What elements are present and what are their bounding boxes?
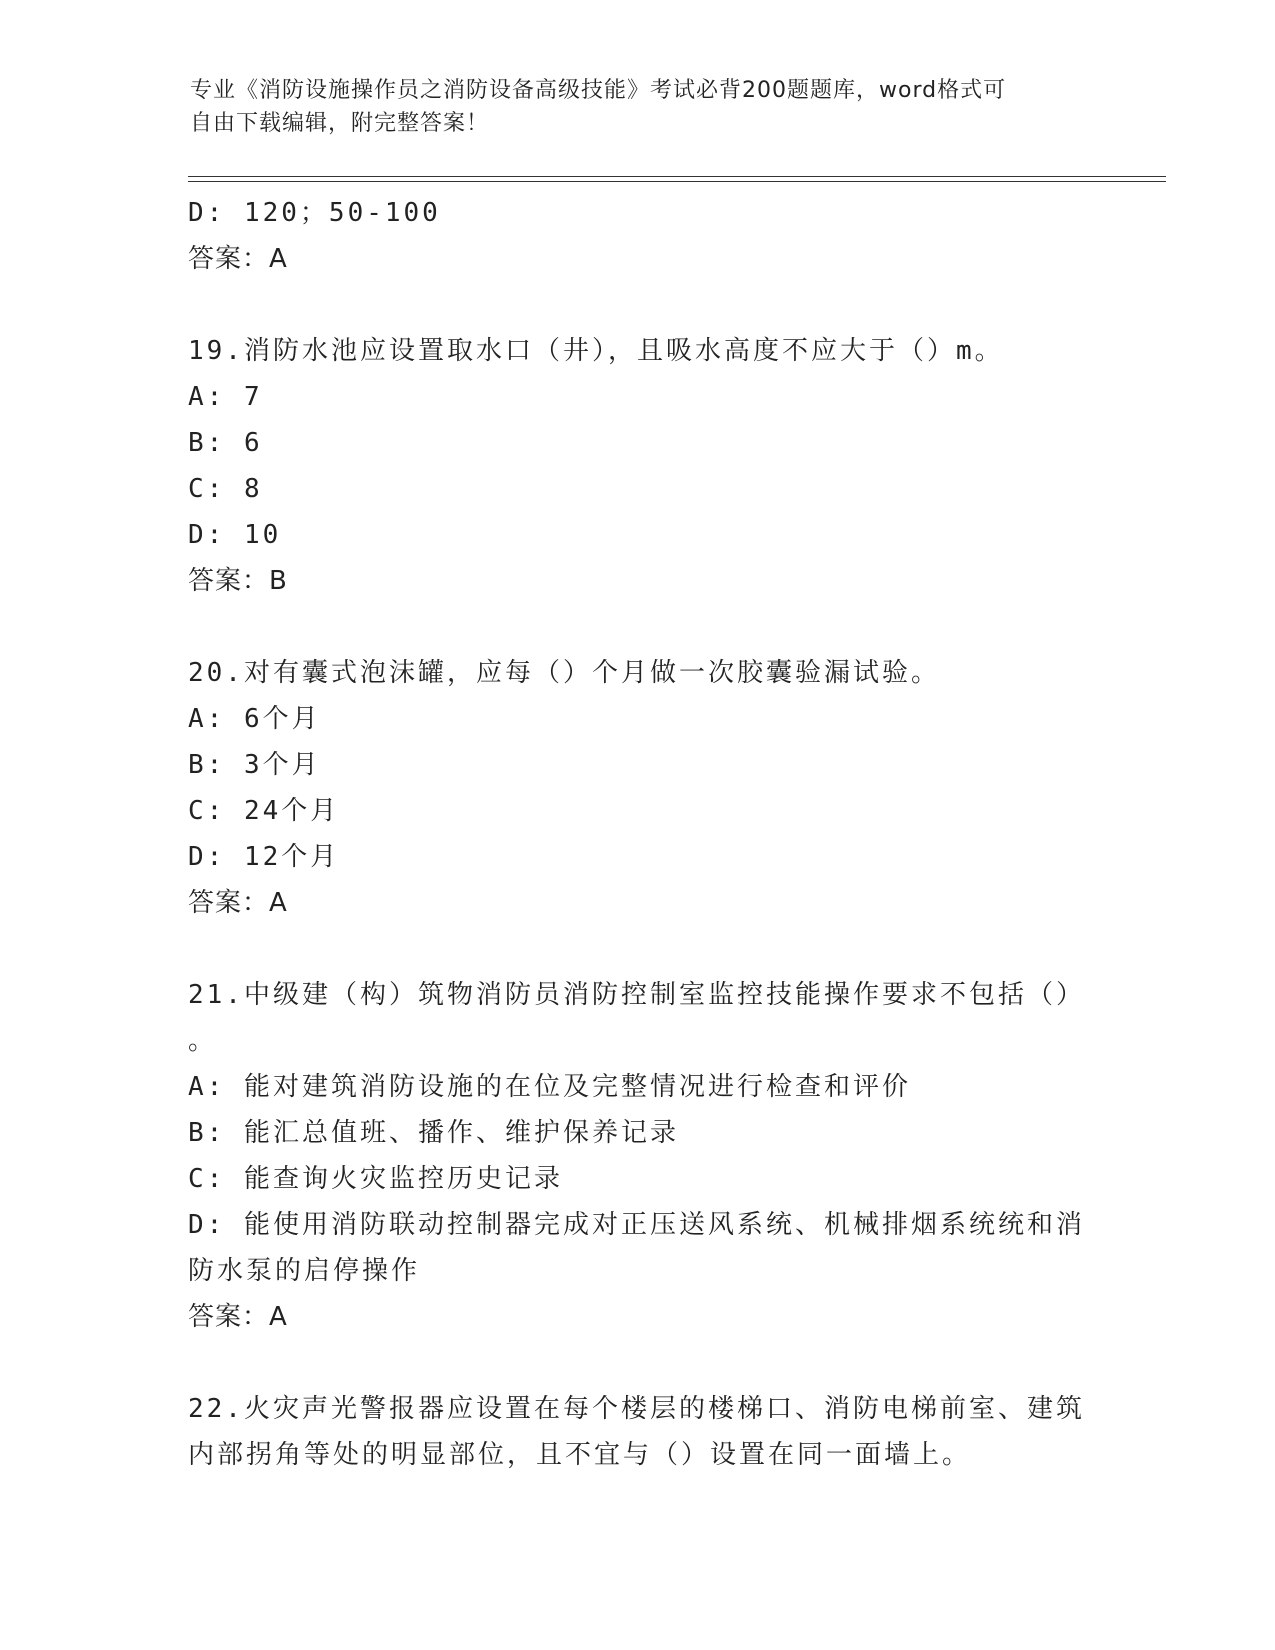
question-stem: 19.消防水池应设置取水口（井），且吸水高度不应大于（）m。 (188, 336, 1004, 366)
question-stem: 20.对有囊式泡沫罐，应每（）个月做一次胶囊验漏试验。 (188, 658, 940, 688)
option-d: D: 10 (188, 520, 282, 550)
option-d: D: 12个月 (188, 842, 340, 872)
spacer (188, 1340, 1088, 1386)
question-21 (188, 972, 1088, 1340)
question-stem-line-1: 22.火灾声光警报器应设置在每个楼层的楼梯口、消防电梯前室、建筑 (188, 1394, 1085, 1424)
option-d: D: 120；50-100 (188, 198, 441, 228)
option-b: B: 能汇总值班、播作、维护保养记录 (188, 1118, 679, 1148)
option-b: B: 3个月 (188, 750, 321, 780)
page-header (190, 74, 1090, 140)
option-d-line-2: 防水泵的启停操作 (188, 1256, 421, 1286)
question-19 (188, 328, 1088, 604)
question-stem-line-1: 21.中级建（构）筑物消防员消防控制室监控技能操作要求不包括（） (188, 980, 1085, 1010)
option-c: C: 能查询火灾监控历史记录 (188, 1164, 563, 1194)
option-a: A: 7 (188, 382, 263, 412)
option-a: A: 6个月 (188, 704, 321, 734)
question-22 (188, 1386, 1088, 1478)
previous-question-tail (188, 190, 1088, 282)
option-c: C: 8 (188, 474, 263, 504)
header-title-line-2: 自由下载编辑，附完整答案！ (190, 111, 490, 136)
document-body (188, 190, 1088, 1478)
answer: 答案：B (188, 566, 288, 596)
answer: 答案：A (188, 244, 288, 274)
option-d-line-1: D: 能使用消防联动控制器完成对正压送风系统、机械排烟系统统和消 (188, 1210, 1085, 1240)
header-title-line-1: 专业《消防设施操作员之消防设备高级技能》考试必背200题题库，word格式可 (190, 78, 1007, 103)
spacer (188, 604, 1088, 650)
option-b: B: 6 (188, 428, 263, 458)
question-stem-line-2: 内部拐角等处的明显部位，且不宜与（）设置在同一面墙上。 (188, 1440, 972, 1470)
option-a: A: 能对建筑消防设施的在位及完整情况进行检查和评价 (188, 1072, 911, 1102)
spacer (188, 926, 1088, 972)
question-20 (188, 650, 1088, 926)
spacer (188, 282, 1088, 328)
option-c: C: 24个月 (188, 796, 340, 826)
answer: 答案：A (188, 1302, 288, 1332)
question-stem-line-2: 。 (188, 1026, 218, 1056)
answer: 答案：A (188, 888, 288, 918)
header-divider (188, 176, 1166, 182)
